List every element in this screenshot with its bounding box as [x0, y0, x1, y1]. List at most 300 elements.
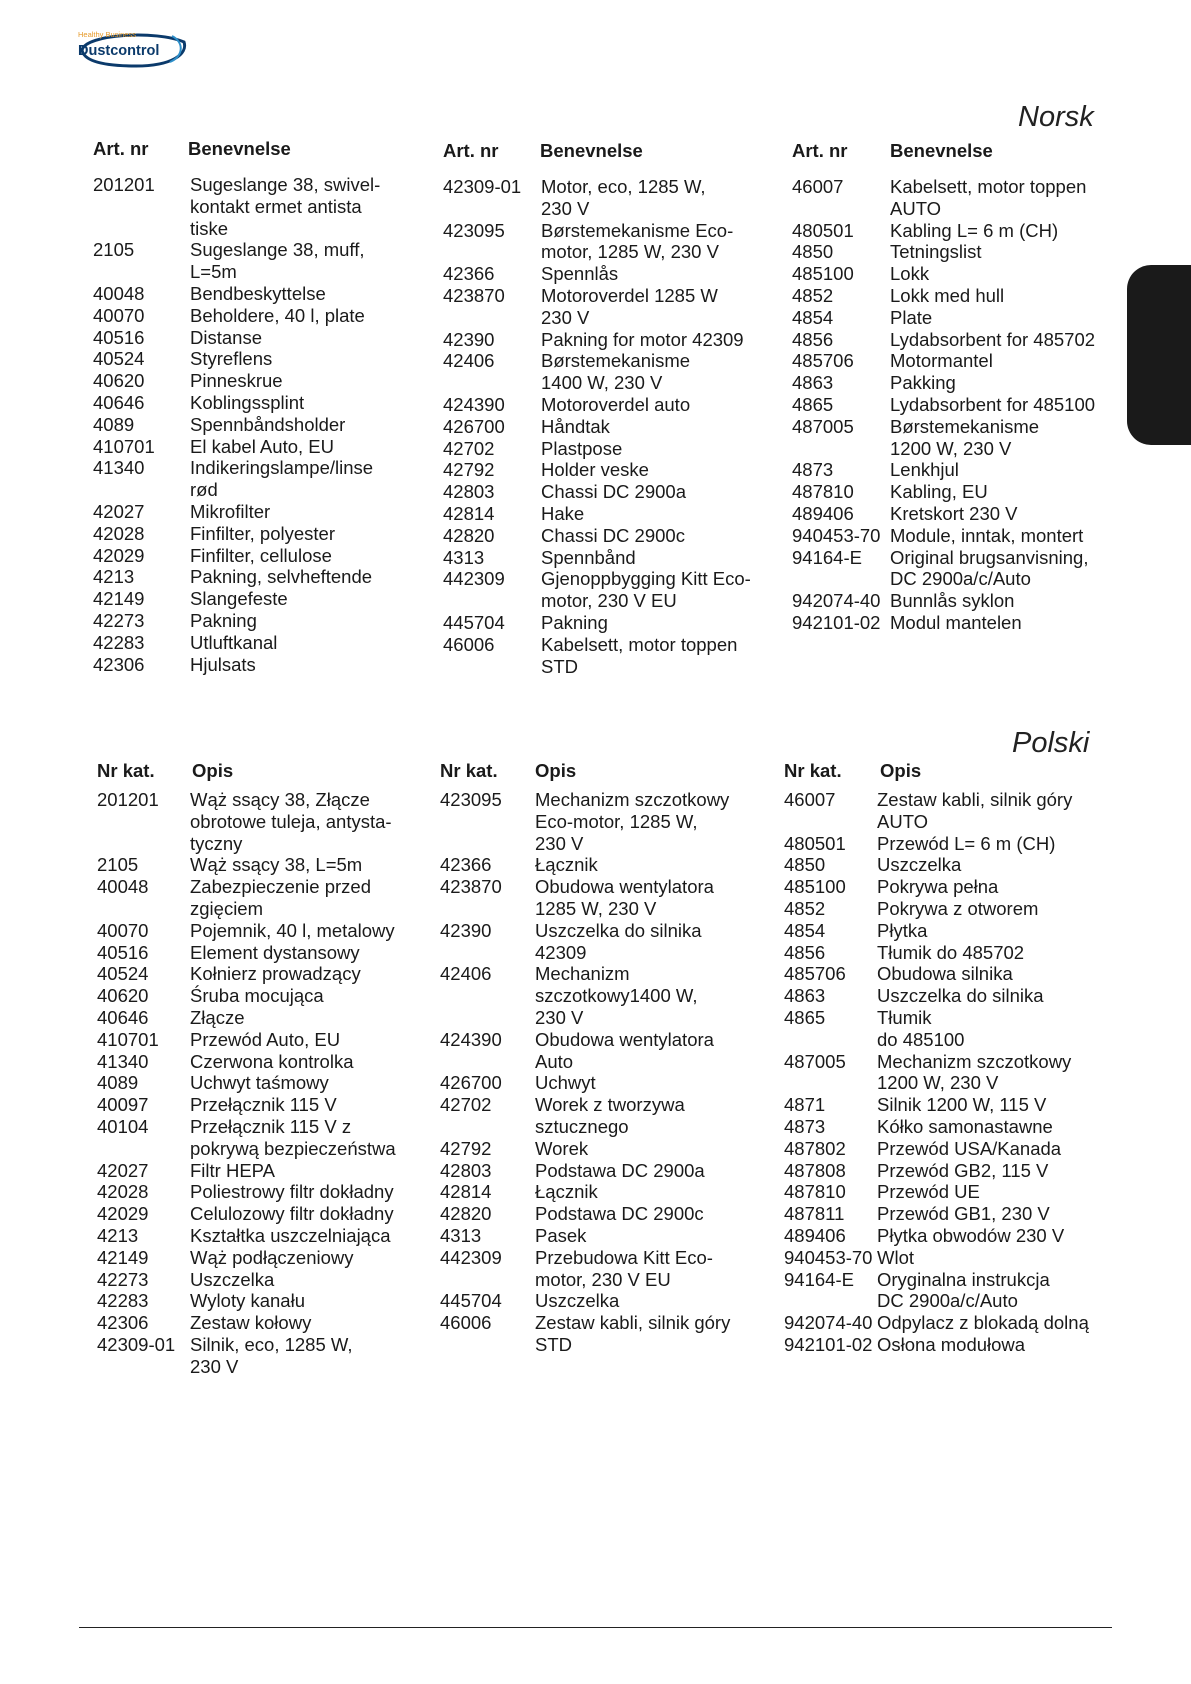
parts-row [97, 942, 427, 964]
part-description: Mechanizm szczotkowy Eco-motor, 1285 W, 230 V [535, 789, 730, 854]
parts-row [440, 1312, 770, 1356]
part-number: 445704 [443, 611, 505, 633]
part-description: Beholdere, 40 l, plate [190, 304, 365, 326]
part-number: 40070 [93, 304, 145, 326]
parts-row [93, 501, 423, 523]
parts-row [93, 632, 423, 654]
part-description: Styreflens [190, 348, 273, 370]
part-number: 94164-E [784, 1268, 854, 1290]
parts-row [784, 963, 1124, 985]
parts-row [784, 920, 1124, 942]
parts-row [443, 547, 773, 569]
part-number: 4865 [792, 393, 834, 415]
part-description: Børstemekanisme Eco- motor, 1285 W, 230 V [541, 219, 734, 263]
parts-row [97, 1072, 427, 1094]
part-description: Czerwona kontrolka [190, 1050, 354, 1072]
part-description: Hjulsats [190, 653, 256, 675]
parts-row [443, 525, 773, 547]
part-number: 4313 [440, 1224, 482, 1246]
section-title-norsk: Norsk [1018, 101, 1094, 133]
part-description: Łącznik [535, 1181, 598, 1203]
header-nr-kat: Nr kat. [440, 760, 498, 781]
part-description: Wyloty kanału [190, 1290, 305, 1312]
part-number: 42283 [97, 1290, 149, 1312]
parts-row [93, 457, 423, 501]
part-number: 487808 [784, 1159, 846, 1181]
part-description: Pojemnik, 40 l, metalowy [190, 919, 395, 941]
part-description: Oryginalna instrukcja DC 2900a/c/Auto [877, 1268, 1050, 1312]
part-number: 42792 [440, 1137, 492, 1159]
parts-row [784, 1334, 1124, 1356]
part-description: Chassi DC 2900c [541, 524, 685, 546]
part-description: Pokrywa pełna [877, 876, 999, 898]
part-description: Gjenoppbygging Kitt Eco- motor, 230 V EU [541, 568, 751, 612]
parts-row [97, 789, 427, 854]
dustcontrol-logo [76, 28, 188, 70]
parts-row [792, 612, 1122, 634]
parts-row [792, 241, 1122, 263]
part-description: Pakning [190, 609, 257, 631]
part-number: 201201 [93, 174, 155, 195]
part-description: Lenkhjul [890, 459, 959, 481]
part-number: 46007 [784, 789, 836, 810]
part-description: Pinneskrue [190, 370, 283, 392]
parts-row [93, 283, 423, 305]
parts-row [93, 610, 423, 632]
part-description: Lydabsorbent for 485100 [890, 393, 1096, 415]
part-number: 42306 [93, 653, 145, 675]
parts-row [443, 329, 773, 351]
header-nr-kat: Nr kat. [97, 760, 155, 781]
parts-row [792, 503, 1122, 525]
part-number: 42273 [93, 609, 145, 631]
parts-row [792, 481, 1122, 503]
parts-row [784, 1269, 1124, 1313]
parts-row [440, 1181, 770, 1203]
part-number: 4863 [792, 372, 834, 394]
part-number: 42027 [93, 500, 145, 522]
parts-row [784, 942, 1124, 964]
part-description: Wąż ssący 38, Złącze obrotowe tuleja, antysta- tyczny [190, 789, 392, 854]
part-number: 485100 [792, 263, 854, 285]
parts-row [784, 1051, 1124, 1095]
part-number: 40516 [97, 941, 149, 963]
parts-row [784, 1160, 1124, 1182]
part-number: 42390 [440, 919, 492, 941]
part-number: 4863 [784, 985, 826, 1007]
part-description: Przewód L= 6 m (CH) [877, 832, 1056, 854]
part-number: 4850 [784, 854, 826, 876]
parts-row [792, 350, 1122, 372]
part-description: Børstemekanisme 1200 W, 230 V [890, 415, 1040, 459]
parts-row [784, 1181, 1124, 1203]
part-number: 40097 [97, 1094, 149, 1116]
part-description: Płytka obwodów 230 V [877, 1224, 1065, 1246]
part-number: 487005 [792, 415, 854, 437]
part-description: Plate [890, 306, 933, 328]
part-number: 424390 [443, 393, 505, 415]
part-description: Motoroverdel auto [541, 393, 691, 415]
parts-row [97, 854, 427, 876]
part-description: Obudowa wentylatora 1285 W, 230 V [535, 876, 714, 919]
part-description: Koblingssplint [190, 391, 305, 413]
part-description: Poliestrowy filtr dokładny [190, 1181, 394, 1203]
part-description: Uszczelka do silnika [877, 985, 1044, 1007]
column-header [792, 140, 1122, 170]
parts-row [440, 1072, 770, 1094]
parts-row [97, 1181, 427, 1203]
parts-row [784, 1094, 1124, 1116]
part-number: 42273 [97, 1268, 149, 1290]
part-description: Kabelsett, motor toppen STD [541, 633, 738, 677]
part-description: Pakning, selvheftende [190, 566, 373, 588]
part-description: Przewód USA/Kanada [877, 1137, 1062, 1159]
header-benevnelse: Benevnelse [188, 138, 291, 159]
part-number: 40524 [93, 348, 145, 370]
parts-row [93, 545, 423, 567]
parts-row [440, 963, 770, 1028]
parts-row [784, 1312, 1124, 1334]
parts-row [97, 1051, 427, 1073]
column-header [440, 760, 770, 790]
parts-row [97, 1094, 427, 1116]
parts-row [97, 963, 427, 985]
part-description: Motor, eco, 1285 W, 230 V [541, 176, 706, 219]
parts-row [97, 1312, 427, 1334]
part-number: 94164-E [792, 546, 862, 568]
part-description: Przebudowa Kitt Eco- motor, 230 V EU [535, 1246, 713, 1290]
part-description: Holder veske [541, 459, 649, 481]
part-number: 46007 [792, 176, 844, 197]
parts-row [97, 985, 427, 1007]
part-number: 42028 [97, 1181, 149, 1203]
part-number: 42149 [97, 1246, 149, 1268]
parts-row [440, 1247, 770, 1291]
parts-row [784, 1203, 1124, 1225]
part-description: Wąż ssący 38, L=5m [190, 854, 363, 876]
norsk-column-1 [93, 138, 423, 675]
part-description: Kształtka uszczelniająca [190, 1224, 391, 1246]
parts-row [443, 459, 773, 481]
part-description: Pakking [890, 372, 956, 394]
parts-row [93, 392, 423, 414]
logo-brand: Dustcontrol [78, 43, 160, 59]
part-number: 40524 [97, 963, 149, 985]
footer-divider [79, 1627, 1112, 1628]
parts-row [443, 634, 773, 678]
part-number: 42029 [97, 1203, 149, 1225]
part-number: 42814 [443, 502, 495, 524]
part-description: Kółko samonastawne [877, 1115, 1053, 1137]
parts-row [93, 588, 423, 610]
parts-row [784, 854, 1124, 876]
part-number: 442309 [443, 568, 505, 590]
part-description: Plastpose [541, 437, 623, 459]
parts-row [792, 263, 1122, 285]
part-description: Module, inntak, montert [890, 524, 1084, 546]
parts-row [792, 285, 1122, 307]
part-number: 41340 [97, 1050, 149, 1072]
part-description: Distanse [190, 326, 262, 348]
part-number: 423870 [440, 876, 502, 898]
parts-row [784, 1225, 1124, 1247]
header-art-nr: Art. nr [792, 140, 848, 161]
parts-row [97, 1247, 427, 1269]
parts-row [97, 1203, 427, 1225]
part-description: Modul mantelen [890, 611, 1022, 633]
part-number: 423870 [443, 284, 505, 306]
parts-row [97, 1029, 427, 1051]
part-description: Kołnierz prowadzący [190, 963, 361, 985]
part-number: 2105 [93, 239, 135, 261]
part-description: Osłona modułowa [877, 1333, 1026, 1355]
parts-row [792, 590, 1122, 612]
parts-row [792, 329, 1122, 351]
parts-row [784, 898, 1124, 920]
part-number: 42820 [440, 1203, 492, 1225]
part-number: 940453-70 [792, 524, 881, 546]
polski-column-3 [784, 760, 1124, 1356]
part-description: Slangefeste [190, 588, 288, 610]
part-number: 940453-70 [784, 1246, 873, 1268]
parts-row [443, 568, 773, 612]
part-number: 424390 [440, 1028, 502, 1050]
part-number: 201201 [97, 789, 159, 810]
column-header [443, 140, 773, 170]
part-number: 40070 [97, 919, 149, 941]
part-description: Motormantel [890, 350, 993, 372]
part-number: 487811 [784, 1203, 845, 1225]
part-description: Uszczelka [190, 1268, 275, 1290]
part-number: 4865 [784, 1006, 826, 1028]
part-description: Kabelsett, motor toppen AUTO [890, 176, 1087, 219]
part-number: 40048 [93, 282, 145, 304]
part-number: 942074-40 [792, 590, 881, 612]
part-description: Pokrywa z otworem [877, 897, 1039, 919]
parts-row [440, 1138, 770, 1160]
part-number: 426700 [440, 1072, 502, 1094]
part-description: Obudowa wentylatora Auto [535, 1028, 714, 1072]
parts-row [97, 1269, 427, 1291]
header-art-nr: Art. nr [93, 138, 149, 159]
part-description: Pakning [541, 611, 608, 633]
part-number: 485706 [784, 963, 846, 985]
parts-row [93, 436, 423, 458]
polski-column-2 [440, 760, 770, 1356]
part-number: 489406 [784, 1224, 846, 1246]
parts-row [93, 174, 423, 239]
part-number: 40620 [93, 370, 145, 392]
parts-row [97, 1225, 427, 1247]
parts-row [443, 438, 773, 460]
part-description: Spennbåndsholder [190, 413, 346, 435]
part-number: 42027 [97, 1159, 149, 1181]
part-number: 942074-40 [784, 1312, 873, 1334]
part-description: Zestaw kabli, silnik góry STD [535, 1312, 731, 1355]
part-description: Przełącznik 115 V [190, 1094, 337, 1116]
part-number: 4873 [792, 459, 834, 481]
parts-row [443, 612, 773, 634]
part-description: Wąż podłączeniowy [190, 1246, 354, 1268]
part-description: Finfilter, cellulose [190, 544, 332, 566]
part-number: 42283 [93, 631, 145, 653]
parts-row [792, 176, 1122, 220]
part-description: Uchwyt taśmowy [190, 1072, 329, 1094]
header-opis: Opis [880, 760, 922, 781]
parts-row [792, 394, 1122, 416]
part-description: Uszczelka [535, 1290, 620, 1312]
part-number: 42820 [443, 524, 495, 546]
part-number: 42366 [440, 854, 492, 876]
part-description: Zabezpieczenie przed zgięciem [190, 876, 371, 919]
part-number: 4852 [792, 284, 834, 306]
part-number: 489406 [792, 502, 854, 524]
header-benevnelse: Benevnelse [540, 140, 643, 161]
part-number: 42406 [440, 963, 492, 985]
part-description: Spennlås [541, 263, 619, 285]
parts-row [443, 263, 773, 285]
parts-row [440, 1094, 770, 1138]
part-number: 485706 [792, 350, 854, 372]
header-nr-kat: Nr kat. [784, 760, 842, 781]
part-description: Element dystansowy [190, 941, 360, 963]
column-header [93, 138, 423, 168]
parts-row [440, 854, 770, 876]
parts-row [440, 1225, 770, 1247]
parts-row [93, 523, 423, 545]
logo-tagline: Healthy Business [78, 30, 136, 39]
part-number: 40516 [93, 326, 145, 348]
parts-row [440, 1203, 770, 1225]
parts-row [93, 566, 423, 588]
part-number: 942101-02 [784, 1333, 873, 1355]
part-number: 42149 [93, 588, 145, 610]
part-description: Odpylacz z blokadą dolną [877, 1312, 1089, 1334]
parts-row [440, 789, 770, 854]
part-description: Worek [535, 1137, 589, 1159]
part-number: 485100 [784, 876, 846, 898]
part-number: 2105 [97, 854, 139, 876]
header-opis: Opis [192, 760, 234, 781]
parts-row [97, 920, 427, 942]
part-number: 42028 [93, 522, 145, 544]
part-number: 4850 [792, 241, 834, 263]
part-number: 4213 [97, 1224, 139, 1246]
part-description: Płytka [877, 919, 928, 941]
part-number: 487802 [784, 1137, 846, 1159]
header-benevnelse: Benevnelse [890, 140, 993, 161]
parts-row [784, 1007, 1124, 1051]
parts-row [443, 481, 773, 503]
part-number: 42406 [443, 350, 495, 372]
parts-row [93, 239, 423, 283]
part-number: 410701 [97, 1028, 159, 1050]
part-description: Przewód GB1, 230 V [877, 1203, 1050, 1225]
part-description: Podstawa DC 2900a [535, 1159, 705, 1181]
part-description: Håndtak [541, 415, 610, 437]
part-number: 445704 [440, 1290, 502, 1312]
norsk-column-2 [443, 140, 773, 677]
part-description: Wlot [877, 1246, 914, 1268]
part-description: Złącze [190, 1006, 245, 1028]
part-description: Obudowa silnika [877, 963, 1013, 985]
part-number: 46006 [440, 1312, 492, 1334]
parts-row [784, 833, 1124, 855]
parts-row [443, 416, 773, 438]
part-description: Przewód GB2, 115 V [877, 1159, 1049, 1181]
part-number: 487810 [784, 1181, 846, 1203]
part-description: Finfilter, polyester [190, 522, 335, 544]
parts-row [93, 414, 423, 436]
parts-row [443, 394, 773, 416]
part-number: 480501 [784, 832, 846, 854]
parts-row [440, 1160, 770, 1182]
part-description: Mikrofilter [190, 500, 271, 522]
parts-row [97, 1160, 427, 1182]
parts-row [443, 285, 773, 329]
part-number: 4213 [93, 566, 135, 588]
part-description: Celulozowy filtr dokładny [190, 1203, 394, 1225]
parts-row [792, 220, 1122, 242]
part-description: Spennbånd [541, 546, 636, 568]
part-number: 4854 [792, 306, 834, 328]
parts-row [440, 876, 770, 920]
part-description: Motoroverdel 1285 W 230 V [541, 284, 718, 328]
polski-column-1 [97, 760, 427, 1378]
part-number: 42803 [443, 481, 495, 503]
part-description: Silnik, eco, 1285 W, 230 V [190, 1333, 353, 1377]
parts-row [784, 985, 1124, 1007]
part-number: 42309-01 [97, 1333, 176, 1355]
part-number: 40620 [97, 985, 149, 1007]
part-number: 42803 [440, 1159, 492, 1181]
parts-row [93, 305, 423, 327]
part-description: Pasek [535, 1224, 587, 1246]
parts-row [792, 372, 1122, 394]
part-number: 942101-02 [792, 611, 881, 633]
parts-row [93, 327, 423, 349]
parts-row [784, 1116, 1124, 1138]
part-number: 40104 [97, 1115, 149, 1137]
part-description: Silnik 1200 W, 115 V [877, 1094, 1047, 1116]
part-number: 423095 [440, 789, 502, 810]
part-description: Bunnlås syklon [890, 590, 1015, 612]
part-description: Pakning for motor 42309 [541, 328, 744, 350]
parts-row [93, 348, 423, 370]
part-description: Kabling L= 6 m (CH) [890, 219, 1059, 241]
part-number: 42702 [440, 1094, 492, 1116]
parts-row [97, 1290, 427, 1312]
part-number: 42390 [443, 328, 495, 350]
part-number: 480501 [792, 219, 854, 241]
parts-row [97, 1116, 427, 1160]
parts-row [792, 307, 1122, 329]
part-number: 4854 [784, 919, 826, 941]
section-title-polski: Polski [1012, 727, 1090, 759]
part-description: Tetningslist [890, 241, 982, 263]
parts-row [784, 789, 1124, 833]
part-description: Hake [541, 502, 585, 524]
part-number: 487005 [784, 1050, 846, 1072]
part-description: Zestaw kołowy [190, 1312, 312, 1334]
part-number: 42814 [440, 1181, 492, 1203]
parts-row [440, 1290, 770, 1312]
part-number: 4871 [784, 1094, 826, 1116]
part-description: Przewód Auto, EU [190, 1028, 341, 1050]
parts-row [792, 416, 1122, 460]
part-description: Uszczelka [877, 854, 962, 876]
part-number: 42366 [443, 263, 495, 285]
